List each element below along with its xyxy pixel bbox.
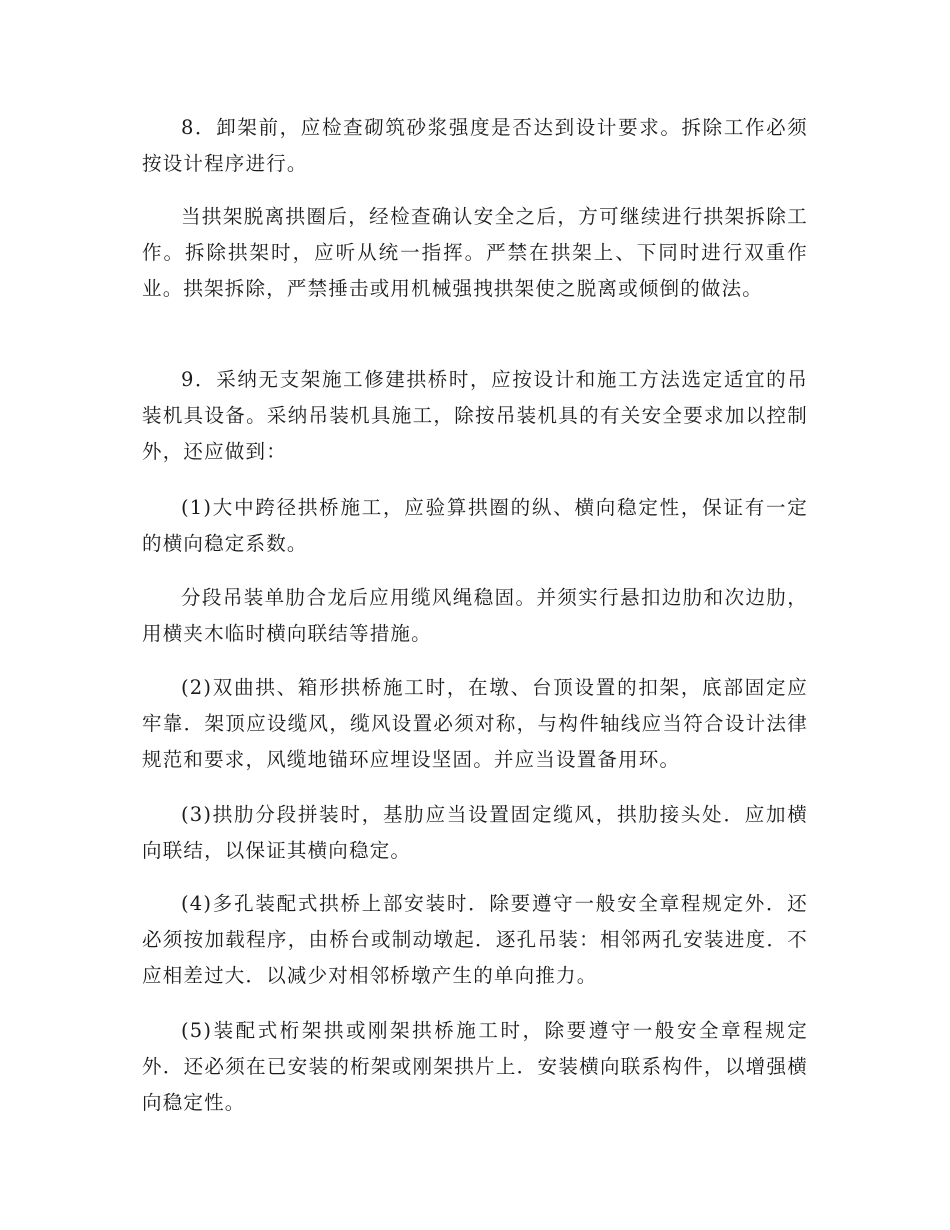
paragraph-subitem-3: (3)拱肋分段拼装时，基肋应当设置固定缆风，拱肋接头处．应加横向联结，以保证其横向稳定。: [142, 803, 808, 862]
paragraph-segment-hoisting: 分段吊装单肋合龙后应用缆风绳稳固。并须实行悬扣边肋和次边肋，用横夹木临时横向联结等措施。: [142, 586, 808, 645]
paragraph-subitem-2: (2)双曲拱、箱形拱桥施工时，在墩、台顶设置的扣架，底部固定应牢靠．架顶应设缆风，缆风设置必须对称，与构件轴线应当符合设计法律规范和要求，风缆地锚环应埋设坚固。并应当设置备用环。: [142, 676, 808, 771]
paragraph-item-8: 8．卸架前，应检查砌筑砂浆强度是否达到设计要求。拆除工作必须按设计程序进行。: [142, 116, 808, 175]
paragraph-item-9: 9．采纳无支架施工修建拱桥时，应按设计和施工方法选定适宜的吊装机具设备。采纳吊装机具施工，除按吊装机具的有关安全要求加以控制外，还应做到：: [142, 368, 808, 463]
paragraph-arch-removal: 当拱架脱离拱圈后，经检查确认安全之后，方可继续进行拱架拆除工作。拆除拱架时，应听从统一指挥。严禁在拱架上、下同时进行双重作业。拱架拆除，严禁捶击或用机械强拽拱架使之脱离或倾倒的做法。: [142, 205, 808, 300]
paragraph-subitem-4: (4)多孔装配式拱桥上部安装时．除要遵守一般安全章程规定外．还必须按加载程序，由桥台或制动墩起．逐孔吊装：相邻两孔安装进度．不应相差过大．以减少对相邻桥墩产生的单向推力。: [142, 892, 808, 987]
paragraph-subitem-1: (1)大中跨径拱桥施工，应验算拱圈的纵、横向稳定性，保证有一定的横向稳定系数。: [142, 496, 808, 555]
paragraph-subitem-5: (5)装配式桁架拱或刚架拱桥施工时，除要遵守一般安全章程规定外．还必须在已安装的桁架或刚架拱片上．安装横向联系构件，以增强横向稳定性。: [142, 1019, 808, 1114]
